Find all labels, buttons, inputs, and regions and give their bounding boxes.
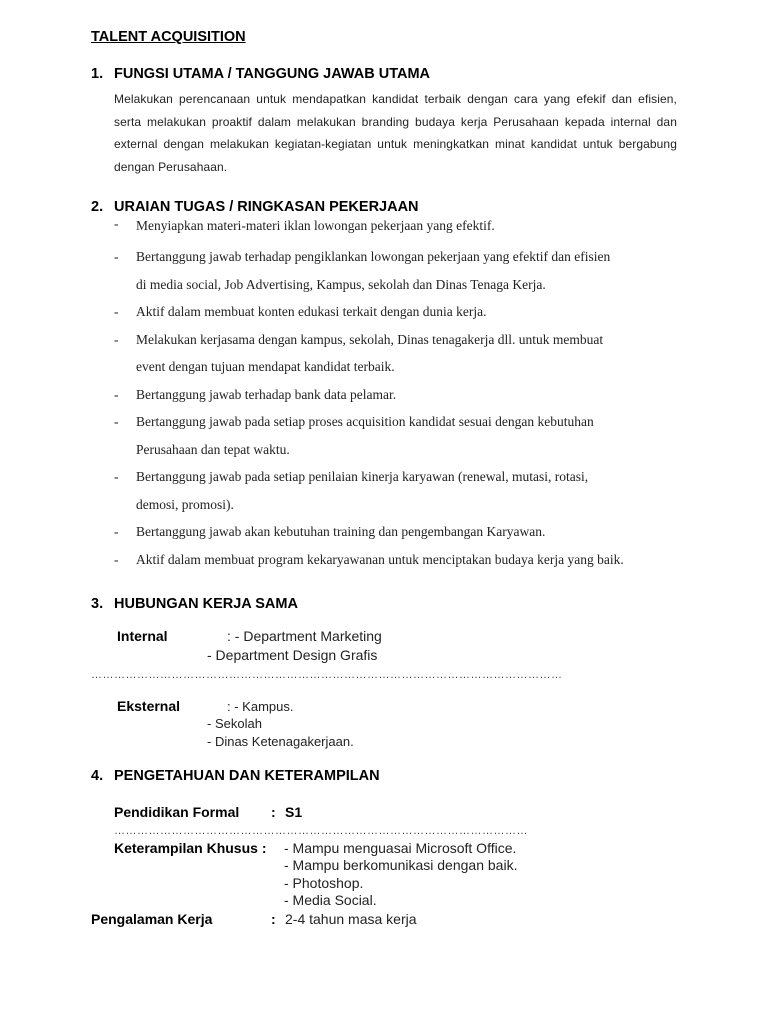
task-text: Melakukan kerjasama dengan kampus, sekolah, Dinas tenagakerja dll. untuk membuat [136,331,604,347]
bullet-dash: - [114,524,119,539]
pendidikan-value: S1 [285,804,303,820]
paragraph-line: Melakukan perencanaan untuk mendapatkan kandidat terbaik dengan cara yang efekif dan efisien, [114,92,677,106]
paragraph-line: serta melakukan proaktif dalam melakukan branding budaya kerja Perusahaan kepada internal dan [114,114,677,129]
task-text: Aktif dalam membuat program kekaryawanan untuk menciptakan budaya kerja yang baik. [136,551,624,567]
task-item [114,546,684,574]
paragraph-line: dengan Perusahaan. [114,159,228,174]
task-text: Aktif dalam membuat konten edukasi terkait dengan dunia kerja. [136,304,487,319]
task-item [114,463,684,518]
task-text: event dengan tujuan mendapat kandidat terbaik. [136,359,395,374]
keterampilan-item: - Mampu berkomunikasi dengan baik. [284,857,518,873]
pengalaman-colon: : [271,911,276,927]
internal-label: Internal [117,628,168,644]
eksternal-label: Eksternal [117,698,181,714]
bullet-dash: - [114,331,119,347]
task-text: Bertanggung jawab pada setiap proses acquisition kandidat sesuai dengan kebutuhan [136,414,594,429]
task-item [114,216,684,236]
pendidikan-colon: : [271,804,276,820]
task-item [114,298,684,326]
pengalaman-label: Pengalaman Kerja [91,911,213,927]
section-1-number: 1. [91,66,104,82]
document-title: TALENT ACQUISITION [91,29,246,45]
dotted-separator: ……………………………………………………………………………………………… [114,825,528,837]
pendidikan-label: Pendidikan Formal [114,804,240,820]
task-item [114,243,684,298]
task-text: demosi, promosi). [136,496,234,512]
task-item [114,381,684,409]
paragraph-line: external dengan melakukan kegiatan-kegiatan untuk meningkatkan minat kandidat untuk bergabung [114,137,677,151]
eksternal-item: : - Kampus. [227,699,294,714]
task-text: Bertanggung jawab pada setiap penilaian kinerja karyawan (renewal, mutasi, rotasi, [136,469,589,484]
internal-item: - Department Design Grafis [207,647,378,663]
task-text: Bertanggung jawab terhadap pengiklankan lowongan pekerjaan yang efektif dan efisien [136,249,611,264]
bullet-dash: - [114,469,119,484]
bullet-dash: - [114,249,119,264]
section-3-title: HUBUNGAN KERJA SAMA [114,596,298,612]
dotted-separator: …………………………………………………………………………………………………………… [91,669,563,681]
keterampilan-item: - Photoshop. [284,875,364,891]
task-list [114,216,684,573]
section-1-paragraph [114,88,677,178]
bullet-dash: - [114,304,119,319]
bullet-dash: - [114,386,119,402]
eksternal-item: - Sekolah [207,716,262,731]
task-text: di media social, Job Advertising, Kampus, sekolah dan Dinas Tenaga Kerja. [136,276,546,292]
internal-item: : - Department Marketing [227,628,382,644]
task-item [114,518,684,546]
section-4-title: PENGETAHUAN DAN KETERAMPILAN [114,768,380,784]
task-text: Bertanggung jawab terhadap bank data pelamar. [136,386,397,402]
bullet-dash: - [114,551,119,567]
section-4-number: 4. [91,768,104,784]
section-3-number: 3. [91,596,104,612]
task-item [114,408,684,463]
section-2-number: 2. [91,199,104,215]
keterampilan-item: - Mampu menguasai Microsoft Office. [284,840,517,856]
keterampilan-item: - Media Social. [284,892,377,908]
pengalaman-value: 2-4 tahun masa kerja [285,911,417,927]
bullet-dash: - [114,216,119,231]
task-text: Perusahaan dan tepat waktu. [136,441,290,457]
task-text: Bertanggung jawab akan kebutuhan training dan pengembangan Karyawan. [136,524,546,539]
keterampilan-label: Keterampilan Khusus : [114,840,267,856]
eksternal-item: - Dinas Ketenagakerjaan. [207,734,354,749]
bullet-dash: - [114,414,119,429]
section-2-title: URAIAN TUGAS / RINGKASAN PEKERJAAN [114,199,419,215]
section-1-title: FUNGSI UTAMA / TANGGUNG JAWAB UTAMA [114,66,431,82]
task-text: Menyiapkan materi-materi iklan lowongan pekerjaan yang efektif. [136,218,495,233]
task-item [114,326,684,381]
